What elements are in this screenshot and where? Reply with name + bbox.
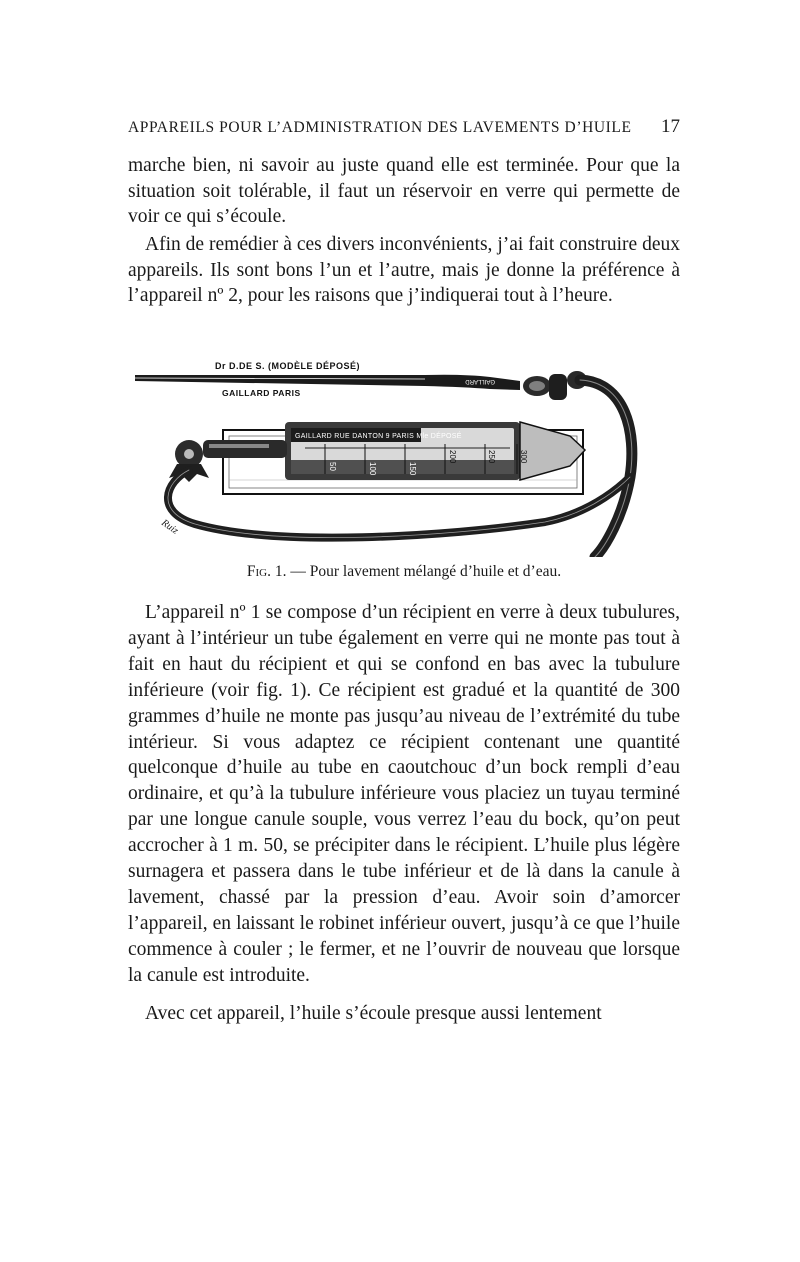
graduation-250: 250 <box>487 450 496 464</box>
cannula-tube <box>135 375 520 390</box>
engraved-label-top: Dr D.DE S. (MODÈLE DÉPOSÉ) <box>215 361 361 371</box>
paragraph-2: Afin de remédier à ces divers inconvénients, j’ai fait construire deux appareils. Ils sont bons l’un et l’autre, mais je donne la préférence à l’appareil nº 2, pour les raisons que j’indiquerai tout à l’heure. <box>128 234 680 307</box>
graduation-150: 150 <box>408 462 417 476</box>
engraver-signature: Ruiz <box>159 517 181 537</box>
paragraph-4: Avec cet appareil, l’huile s’écoule presque aussi lentement <box>145 1003 602 1024</box>
cannula-label: GAILLARD <box>465 378 495 384</box>
page-number: 17 <box>661 116 680 137</box>
running-head <box>128 116 680 140</box>
graduation-100: 100 <box>368 462 377 476</box>
running-title: APPAREILS POUR L’ADMINISTRATION DES LAVEMENTS D’HUILE <box>128 119 632 136</box>
figure-illustration <box>125 352 685 557</box>
paragraph-3: L’appareil nº 1 se compose d’un récipient en verre à deux tubulures, ayant à l’intérieur un tube également en verre qui ne monte pas tout à fait en haut du récipient et qui se confond en bas avec la tubulure inférieure (voir fig. 1). Ce récipient est gradué et la quantité de 300 grammes d’huile ne monte pas jusqu’au niveau de l’extrémité du tube intérieur. Si vous adaptez ce récipient contenant une quantité quelconque d’huile au tube en caoutchouc d’un bock rempli d’eau ordinaire, et qu’à la tubulure inférieure vous placiez un tuyau terminé par une longue canule souple, vous verrez l’eau du bock, qu’on peut accrocher à 1 m. 50, se précipiter dans le récipient. L’huile plus légère surnagera et passera dans le tube inférieur et de là dans la canule à lavement, chassé par la pression d’eau. Avoir soin d’amorcer l’appareil, en laissant le robinet inférieur ouvert, jusqu’à ce que l’huile commence à couler ; le fermer, et ne l’ouvrir de nouveau que lorsque la canule est introduite. <box>128 602 680 986</box>
graduation-50: 50 <box>328 462 337 471</box>
graduated-vessel <box>285 422 585 480</box>
apparatus-engraving <box>125 352 685 557</box>
caption-text: — Pour lavement mélangé d’huile et d’eau. <box>290 563 562 580</box>
rubber-tube-right <box>580 380 632 557</box>
caption-label: Fig. 1. <box>246 563 287 580</box>
graduation-200: 200 <box>448 450 457 464</box>
graduation-300: 300 <box>519 450 528 464</box>
vessel-label: GAILLARD RUE DANTON 9 PARIS Mle DÉPOSÉ <box>295 433 462 440</box>
engraved-label-maker: GAILLARD PARIS <box>222 388 301 398</box>
paragraph-1: marche bien, ni savoir au juste quand elle est terminée. Pour que la situation soit tolérable, il faut un réservoir en verre qui permette de voir ce qui s’écoule. <box>128 155 680 228</box>
figure-caption <box>128 562 680 582</box>
